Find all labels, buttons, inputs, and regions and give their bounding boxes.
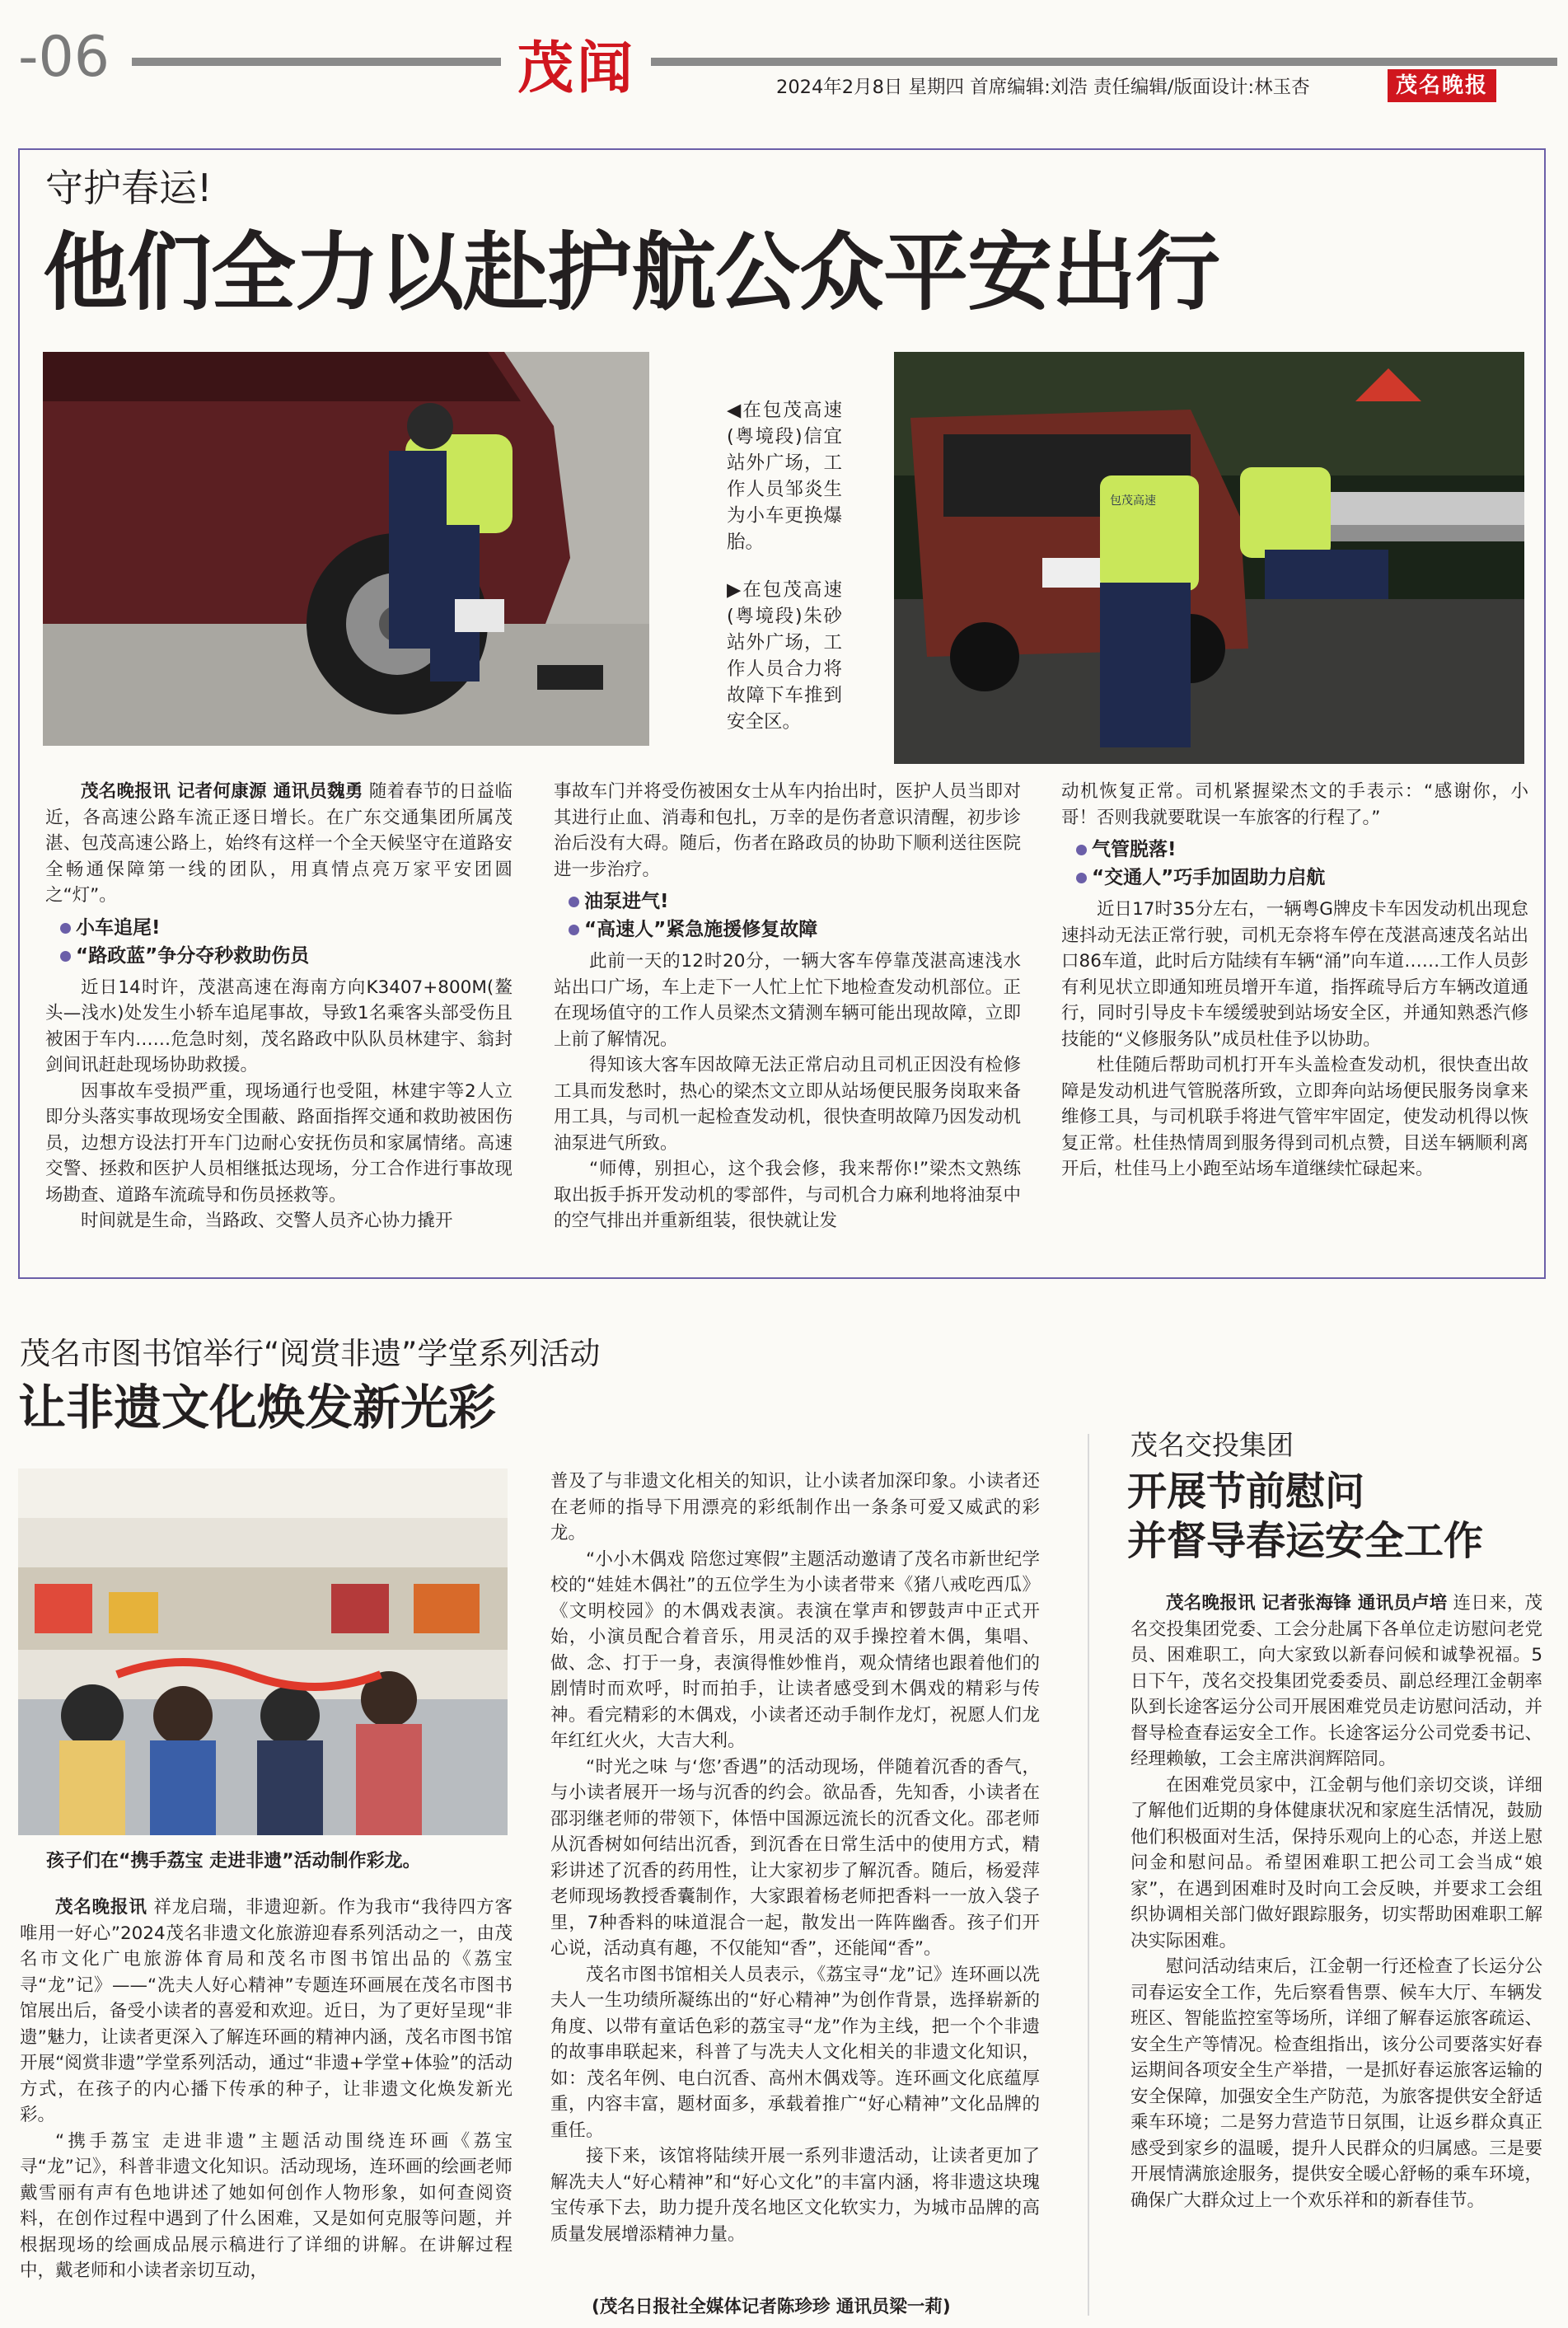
story1-col2-p1: 事故车门并将受伤被困女士从车内抬出时，医护人员当即对其进行止血、消毒和包扎，万幸的是伤者意识清醒，初步诊治后没有大碍。随后，伤者在路政员的协助下顺利送往医院进一步治疗。 (554, 781, 1021, 880)
story1-col3-p2: 近日17时35分左右，一辆粤G牌皮卡车因发动机出现怠速抖动无法正常行驶，司机无奈将车停在茂湛高速茂名站出口86车道，此时后方陆续有车辆“涌”向车道……工作人员彭有利见状立即通知班员增开车道，指挥疏导后方车辆改道通行，同时引导皮卡车缓缓驶到站场安全区，并通知熟悉汽修技能的“义修服务队”成员杜佳予以协助。 (1061, 899, 1528, 1050)
bullet-dot (60, 951, 71, 962)
subhead-hose-1: 气管脱落! (1092, 839, 1177, 860)
photo-children-dragon (18, 1468, 508, 1835)
story1-col2-p2: 此前一天的12时20分，一辆大客车停靠茂湛高速浅水站出口广场，车上走下一人忙上忙下地检查发动机部位。正在现场值守的工作人员梁杰文猜测车辆可能出现故障，立即上前了解情况。 (554, 951, 1021, 1050)
story1-col1-p3: 因事故车受损严重，现场通行也受阻，林建宇等2人立即分头落实事故现场安全围蔽、路面指挥交通和救助被困伤员，边想方设法打开车门边耐心安抚伤员和家属情绪。高速交警、拯救和医护人员相继抵达现场，分工合作进行事故现场勘查、道路车流疏导和伤员拯救等。 (45, 1080, 513, 1206)
subhead-hose-2: “交通人”巧手加固助力启航 (1092, 867, 1326, 888)
column-divider (1088, 1434, 1089, 2316)
subhead-pump (569, 888, 1021, 916)
story2-col1-p2: “携手荔宝 走进非遗”主题活动围绕连环画《荔宝寻“龙”记》，科普非遗文化知识。活动现场，连环画的绘画老师戴雪丽有声有色地讲述了她如何创作人物形象，如何查阅资料，在创作过程中遇到了什么困难，又是如何克服等问题，并根据现场的绘画成品展示稿进行了详细的讲解。在讲解过程中，戴老师和小读者亲切互动， (20, 2130, 513, 2281)
story2-col1-p1: 祥龙启瑞，非遗迎新。作为我市“我待四方客 唯用一好心”2024茂名非遗文化旅游迎春系列活动之一，由茂名市文化广电旅游体育局和茂名市图书馆出品的《荔宝寻“龙”记》——“冼夫人好心精神”专题连环画展在茂名市图书馆展出后，备受小读者的喜爱和欢迎。近日，为了更好呈现“非遗”魅力，让读者更深入了解连环画的精神内涵，茂名市图书馆开展“阅赏非遗”学堂系列活动，通过“非遗+学堂+体验”的活动方式，在孩子的内心播下传承的种子，让非遗文化焕发新光彩。 (20, 1897, 513, 2125)
photo-tire-change (43, 352, 649, 746)
section-title (517, 31, 644, 105)
header-rule-right (651, 58, 1557, 66)
story2-col2-p1: 普及了与非遗文化相关的知识，让小读者加深印象。小读者还在老师的指导下用漂亮的彩纸制作出一条条可爱又威武的彩龙。 (550, 1471, 1040, 1543)
story1-col1 (45, 779, 513, 1234)
subhead-pump-b (569, 916, 1021, 944)
story1-col3-p1: 动机恢复正常。司机紧握梁杰文的手表示：“感谢你，小哥！否则我就要耽误一车旅客的行程了。” (1061, 781, 1528, 828)
story3-p3: 慰问活动结束后，江金朝一行还检查了长运分公司春运安全工作，先后察看售票、候车大厅、车辆发班区、智能监控室等场所，详细了解春运旅客疏运、安全生产等情况。检查组指出，该分公司要落实好春运期间各项安全生产举措，一是抓好春运旅客运输的安全保障，加强安全生产防范，为旅客提供安全舒适乘车环境；二是努力营造节日氛围，让返乡群众真正感受到家乡的温暖，提升人民群众的归属感。三是要开展情满旅途服务，提供安全暖心舒畅的乘车环境，确保广大群众过上一个欢乐祥和的新春佳节。 (1130, 1956, 1542, 2211)
story1-col1-p2: 近日14时许，茂湛高速在海南方向K3407+800M(鳌头—浅水)处发生小轿车追尾事故，导致1名乘客头部受伤且被困于车内……危急时刻，茂名路政中队队员林建宇、翁封剑间讯赶赴现场协助救援。 (45, 977, 513, 1075)
story3-p1: 连日来，茂名交投集团党委、工会分赴属下各单位走访慰问老党员、困难职工，向大家致以新春问候和诚挚祝福。5日下午，茂名交投集团党委委员、副总经理江金朝率队到长途客运分公司开展困难党员走访慰问活动，并督导检查春运安全工作。长途客运分公司党委书记、经理赖敏，工会主席洪润辉陪同。 (1130, 1593, 1542, 1769)
subhead-accident-b (60, 942, 513, 970)
bullet-dot (569, 925, 579, 935)
story3-lead: 茂名晚报讯 记者张海锋 通讯员卢培 (1166, 1593, 1448, 1614)
story2-col2 (550, 1468, 1040, 2247)
photo-tire-change-art (43, 352, 649, 746)
story2-col2-p5: 接下来，该馆将陆续开展一系列非遗活动，让读者更加了解冼夫人“好心精神”和“好心文化”的丰富内涵，将非遗这块瑰宝传承下去，助力提升茂名地区文化软实力，为城市品牌的高质量发展增添精神力量。 (550, 2146, 1040, 2245)
story2-headline: 让非遗文化焕发新光彩 (18, 1379, 497, 1436)
brand-logo: 茂名晚报 (1388, 69, 1496, 102)
header-meta: 2024年2月8日 星期四 首席编辑:刘浩 责任编辑/版面设计:林玉杏 (776, 77, 1310, 98)
story1-col1-p1: 随着春节的日益临近，各高速公路车流正逐日增长。在广东交通集团所属茂湛、包茂高速公路上，始终有这样一个全天候坚守在道路安全畅通保障第一线的团队，用真情点亮万家平安团圆之“灯”。 (45, 781, 513, 906)
story3-headline-2: 并督导春运安全工作 (1127, 1518, 1484, 1564)
subhead-pump-2: “高速人”紧急施援修复故障 (584, 919, 818, 940)
story2-kicker: 茂名市图书馆举行“阅赏非遗”学堂系列活动 (20, 1336, 601, 1371)
story2-col1 (20, 1895, 513, 2284)
story2-lead: 茂名晚报讯 (55, 1897, 147, 1918)
photo-push-car (894, 352, 1524, 764)
bullet-dot (569, 897, 579, 907)
story1-col3 (1061, 779, 1528, 1183)
story1-col2-p3: 得知该大客车因故障无法正常启动且司机正因没有检修工具而发愁时，热心的梁杰文立即从站场便民服务岗取来备用工具，与司机一起检查发动机，很快查明故障乃因发动机油泵进气所致。 (554, 1055, 1021, 1154)
section-title-text: 茂闻 (517, 35, 637, 101)
subhead-hose (1076, 836, 1528, 864)
story2-col2-p2: “小小木偶戏 陪您过寒假”主题活动邀请了茂名市新世纪学校的“娃娃木偶社”的五位学生为小读者带来《猪八戒吃西瓜》《文明校园》的木偶戏表演。表演在掌声和锣鼓声中正式开始，小演员配合着音乐，用灵活的双手操控着木偶，集唱、做、念、打于一身，表演得惟妙惟肖，观众情绪也跟着他们的剧情时而欢呼，时而拍手，让读者感受到木偶戏的精彩与传神。看完精彩的木偶戏，小读者还动手制作龙灯，祝愿人们龙年红红火火，大吉大利。 (550, 1548, 1040, 1751)
subhead-accident (60, 914, 513, 942)
story2-col2-p4: 茂名市图书馆相关人员表示，《荔宝寻“龙”记》连环画以冼夫人一生功绩所凝练出的“好心精神”为创作背景，选择崭新的角度、以带有童话色彩的荔宝寻“龙”作为主线，把一个个非遗的故事串联起来，科普了与冼夫人文化相关的非遗文化知识，如：茂名年例、电白沉香、高州木偶戏等。连环画文化底蕴厚重，内容丰富，题材面多，承载着推广“好心精神”文化品牌的重任。 (550, 1964, 1040, 2141)
photo-children-dragon-art (18, 1468, 508, 1835)
story1-col2-p4: “师傅，别担心，这个我会修，我来帮你!”梁杰文熟练取出扳手拆开发动机的零部件，与司机合力麻利地将油泵中的空气排出并重新组装，很快就让发 (554, 1159, 1021, 1231)
bullet-dot (1076, 873, 1087, 883)
page-number: -06 (18, 25, 110, 90)
story1-col2 (554, 779, 1021, 1234)
story1-headline: 他们全力以赴护航公众平安出行 (43, 223, 1219, 322)
story3-kicker: 茂名交投集团 (1130, 1429, 1294, 1461)
bullet-dot (60, 923, 71, 934)
story1-lead: 茂名晚报讯 记者何康源 通讯员魏勇 (81, 781, 363, 802)
story2-byline: (茂名日报社全媒体记者陈珍珍 通讯员梁一莉) (592, 2297, 951, 2317)
story3-headline-1: 开展节前慰问 (1127, 1468, 1365, 1515)
story1-kicker: 守护春运! (45, 166, 213, 210)
story2-photo-caption: 孩子们在“携手荔宝 走进非遗”活动制作彩龙。 (46, 1851, 421, 1871)
story3-p2: 在困难党员家中，江金朝与他们亲切交谈，详细了解他们近期的身体健康状况和家庭生活情况，鼓励他们积极面对生活，保持乐观向上的心态，并送上慰问金和慰问品。希望困难职工把公司工会当成“娘家”，在遇到困难时及时向工会反映，并要求工会组织协调相关部门做好跟踪服务，切实帮助困难职工解决实际困难。 (1130, 1774, 1542, 1951)
caption-push-car: ▶在包茂高速(粤境段)朱砂站外广场，工作人员合力将故障下车推到安全区。 (727, 579, 842, 733)
photo-push-car-art (894, 352, 1524, 764)
caption-tire-change: ◀在包茂高速(粤境段)信宜站外广场，工作人员邹炎生为小车更换爆胎。 (727, 400, 842, 553)
bullet-dot (1076, 845, 1087, 855)
subhead-accident-1: 小车追尾! (76, 916, 161, 939)
story3-body (1130, 1590, 1542, 2213)
vest-label: 包茂高速 (1110, 494, 1156, 508)
subhead-accident-2: “路政蓝”争分夺秒救助伤员 (76, 944, 310, 967)
story1-col1-p4: 时间就是生命，当路政、交警人员齐心协力撬开 (81, 1211, 453, 1231)
subhead-pump-1: 油泵进气! (584, 891, 669, 912)
subhead-hose-b (1076, 864, 1528, 892)
story2-col2-p3: “时光之味 与‘您’香遇”的活动现场，伴随着沉香的香气，与小读者展开一场与沉香的约会。欲品香，先知香，小读者在邵羽继老师的带领下，体悟中国源远流长的沉香文化。邵老师从沉香树如何结出沉香，到沉香在日常生活中的使用方式，精彩讲述了沉香的药用性，让大家初步了解沉香。随后，杨爱萍老师现场教授香囊制作，大家跟着杨老师把香料一一放入袋子里，7种香料的味道混合一起，散发出一阵阵幽香。孩子们开心说，活动真有趣，不仅能知“香”，还能闻“香”。 (550, 1756, 1040, 1959)
header-rule-left (132, 58, 501, 66)
story1-col3-p3: 杜佳随后帮助司机打开车头盖检查发动机，很快查出故障是发动机进气管脱落所致，立即奔向站场便民服务岗拿来维修工具，与司机联手将进气管牢牢固定，使发动机得以恢复正常。杜佳热情周到服务得到司机点赞，目送车辆顺利离开后，杜佳马上小跑至站场车道继续忙碌起来。 (1061, 1055, 1528, 1179)
